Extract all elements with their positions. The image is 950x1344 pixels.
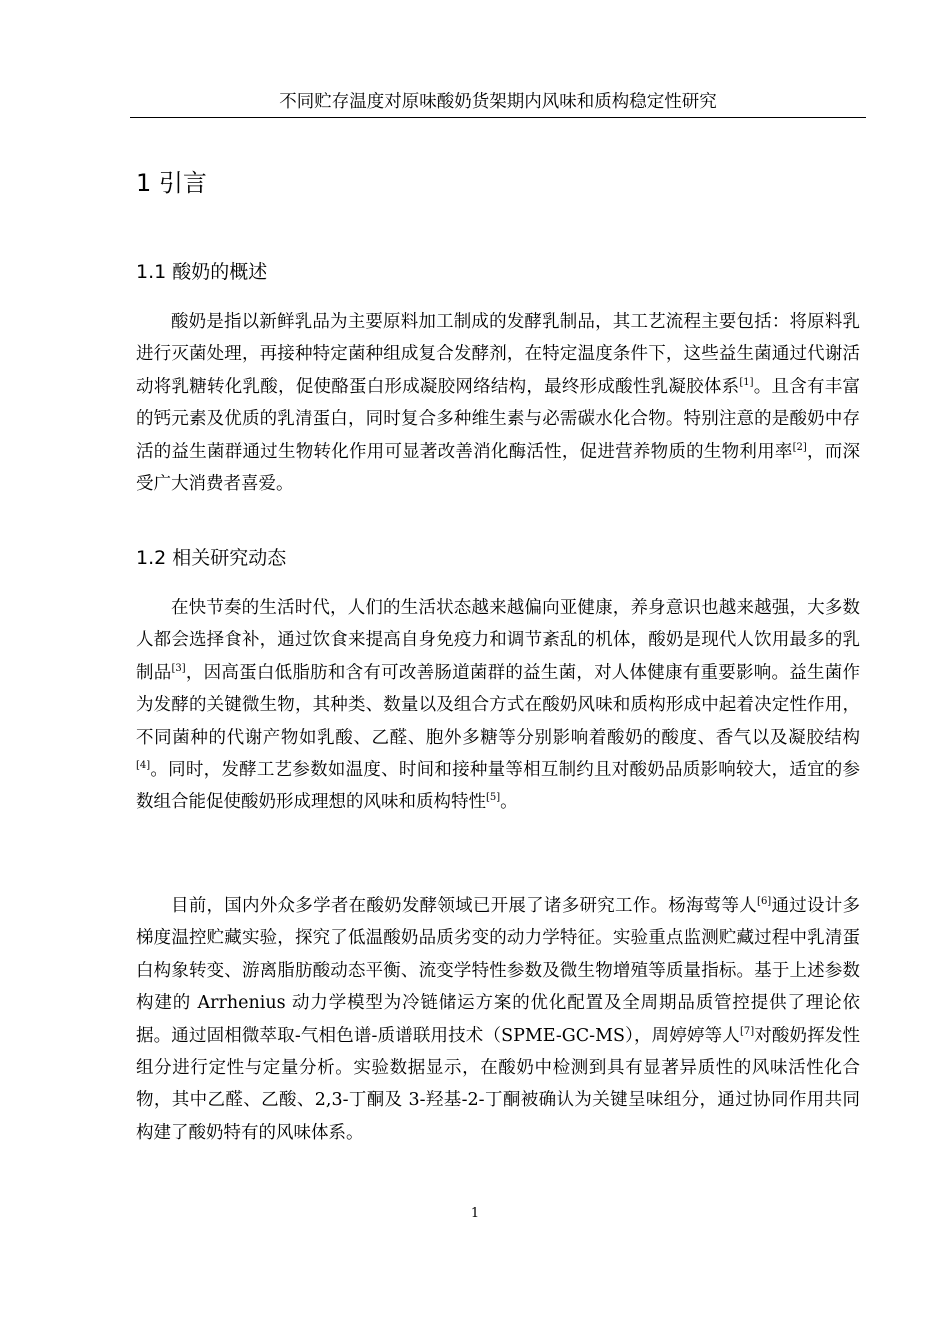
section-heading-1: 1 引言	[136, 169, 207, 197]
paragraph-text: 通过设计多梯度温控贮藏实验，探究了低温酸奶品质劣变的动力学特征。实验重点监测贮藏过程中乳清蛋白构象转变、游离脂肪酸动态平衡、流变学特性参数及微生物增殖等质量指标。基于上述参数构建的 Arrhenius 动力学模型为冷链储运方案的优化配置及全周期品质管控提供了理论依据。通过固相微萃取-气相色谱-质谱联用技术（SPME-GC-MS），周婷婷等人	[136, 896, 861, 1046]
paragraph-text: 。	[500, 792, 518, 813]
paragraph-text: ，而深受广大消费者喜爱。	[136, 441, 861, 495]
paragraph-research-context	[136, 592, 860, 819]
paragraph-text: 。且含有丰富的钙元素及优质的乳清蛋白，同时复合多种维生素与必需碳水化合物。特别注意的是酸奶中存活的益生菌群通过生物转化作用可显著改善消化酶活性，促进营养物质的生物利用率	[136, 376, 861, 462]
citation-ref: [6]	[757, 896, 772, 908]
paragraph-text: ，因高蛋白低脂肪和含有可改善肠道菌群的益生菌，对人体健康有重要影响。益生菌作为发酵的关键微生物，其种类、数量以及组合方式在酸奶风味和质构形成中起着决定性作用，不同菌种的代谢产物如乳酸、乙醛、胞外多糖等分别影响着酸奶的酸度、香气以及凝胶结构	[136, 662, 861, 748]
section-heading-1-1: 1.1 酸奶的概述	[136, 261, 268, 283]
citation-ref: [4]	[136, 760, 151, 772]
citation-ref: [3]	[171, 662, 186, 674]
paragraph-text: 酸奶是指以新鲜乳品为主要原料加工制成的发酵乳制品，其工艺流程主要包括：将原料乳进行灭菌处理，再接种特定菌种组成复合发酵剂，在特定温度条件下，这些益生菌通过代谢活动将乳糖转化乳酸，促使酪蛋白形成凝胶网络结构，最终形成酸性乳凝胶体系	[136, 312, 860, 397]
paragraph-text: 目前，国内外众多学者在酸奶发酵领域已开展了诸多研究工作。杨海莺等人	[171, 896, 758, 916]
page-number: 1	[470, 1206, 480, 1221]
section-heading-1-2: 1.2 相关研究动态	[136, 547, 287, 569]
citation-ref: [7]	[739, 1025, 755, 1037]
paragraph-text: 。同时，发酵工艺参数如温度、时间和接种量等相互制约且对酸奶品质影响较大，适宜的参数组合能促使酸奶形成理想的风味和质构特性	[136, 760, 860, 813]
citation-ref: [2]	[792, 441, 807, 453]
paragraph-yogurt-overview	[136, 306, 860, 500]
paragraph-text: 对酸奶挥发性组分进行定性与定量分析。实验数据显示，在酸奶中检测到具有显著异质性的风味活性化合物，其中乙醛、乙酸、2,3-丁酮及 3-羟基-2-丁酮被确认为关键呈味组分，通过协同作用共同构建了酸奶特有的风味体系。	[136, 1025, 861, 1143]
running-header: 不同贮存温度对原味酸奶货架期内风味和质构稳定性研究	[130, 90, 866, 118]
paragraph-research-progress	[136, 890, 860, 1149]
paragraph-text: 在快节奏的生活时代，人们的生活状态越来越偏向亚健康，养身意识也越来越强，大多数人都会选择食补，通过饮食来提高自身免疫力和调节紊乱的机体，酸奶是现代人饮用最多的乳制品	[136, 598, 860, 683]
citation-ref: [1]	[739, 376, 754, 388]
citation-ref: [5]	[486, 792, 501, 804]
